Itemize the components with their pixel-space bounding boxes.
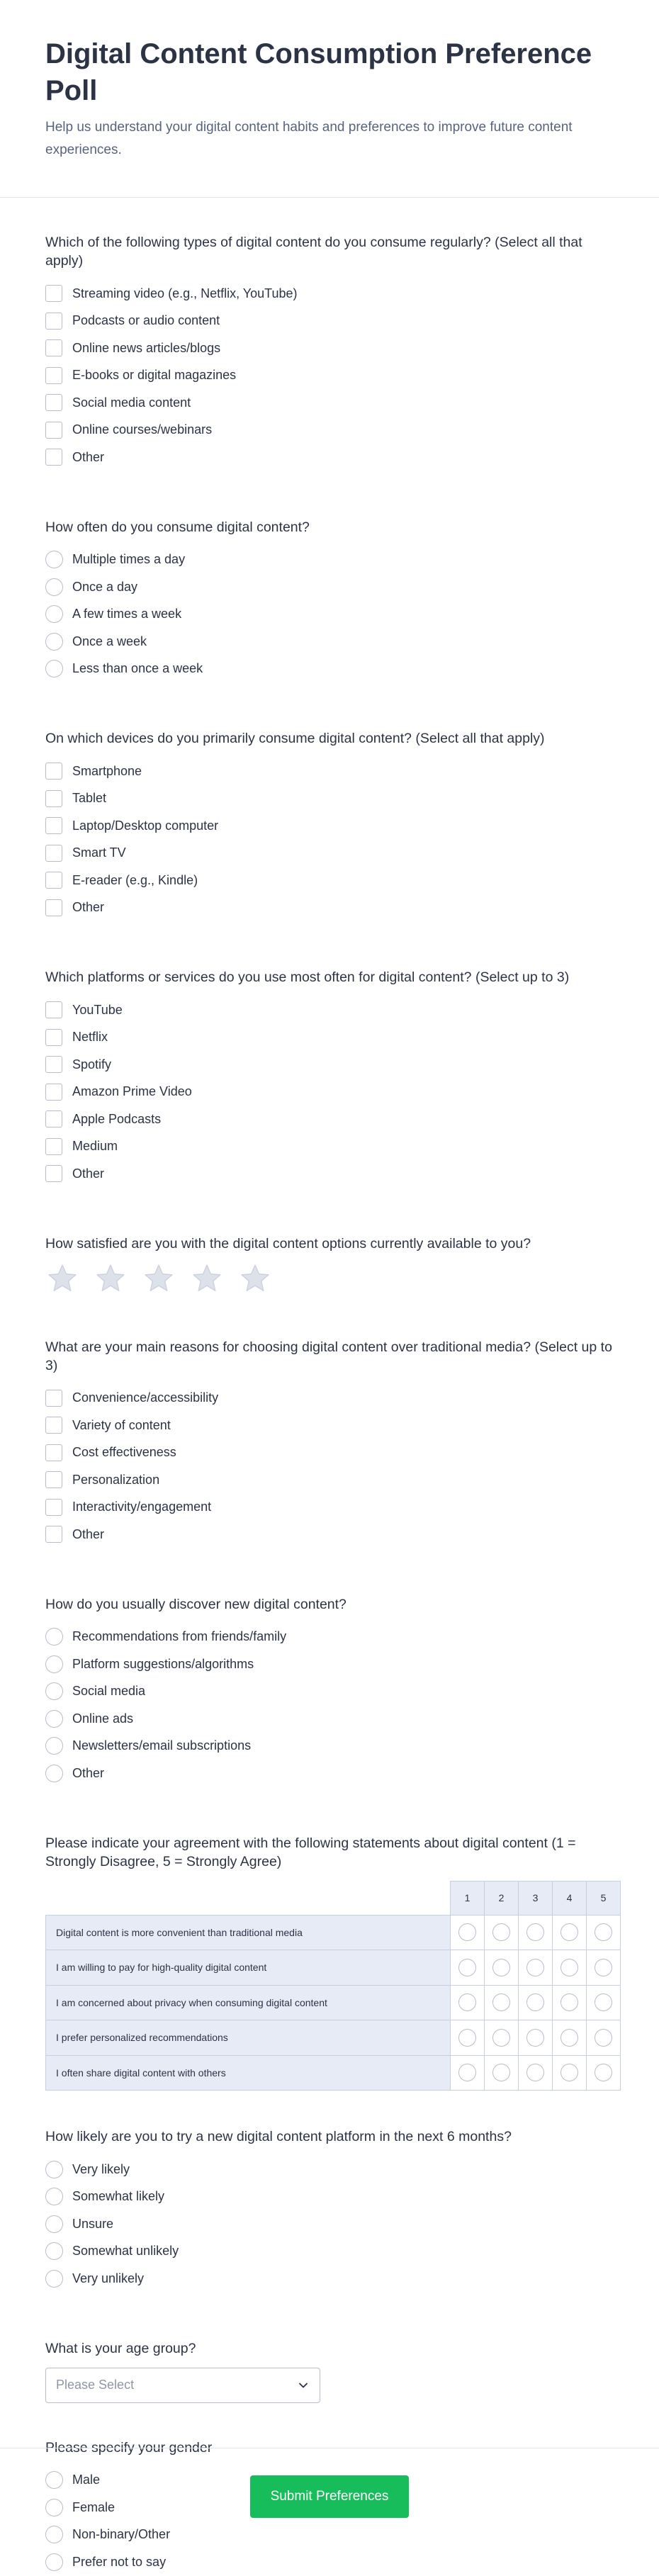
radio-button[interactable] (45, 2215, 63, 2233)
platform-option-netflix[interactable] (45, 1024, 614, 1052)
matrix-cell (553, 2055, 587, 2091)
option-label: YouTube (72, 1002, 123, 1017)
discovery-option-other[interactable] (45, 1760, 614, 1787)
checkbox[interactable] (45, 1056, 62, 1073)
likelihood-option-unsure[interactable] (45, 2210, 614, 2238)
matrix-radio-button[interactable] (595, 1959, 612, 1976)
question-label: What is your age group? (45, 2340, 196, 2356)
matrix-radio-button[interactable] (561, 1993, 578, 2011)
matrix-column-header: 5 (587, 1881, 621, 1915)
checkbox[interactable] (45, 367, 62, 384)
matrix-radio-button[interactable] (458, 1993, 476, 2011)
matrix-radio-button[interactable] (595, 2029, 612, 2047)
question-discovery (45, 1595, 614, 1787)
frequency-option-once-a-day[interactable] (45, 573, 614, 601)
question-label: How do you usually discover new digital content? (45, 1596, 347, 1612)
option-label: Unsure (72, 2216, 114, 2231)
reason-option-personalization[interactable] (45, 1466, 614, 1494)
checkbox[interactable] (45, 449, 62, 466)
radio-button[interactable] (45, 2188, 63, 2205)
option-label: Other (72, 1526, 105, 1541)
option-label: Convenience/accessibility (72, 1390, 219, 1405)
reason-option-other[interactable] (45, 1521, 614, 1548)
matrix-row (46, 2020, 621, 2056)
option-label: Once a week (72, 634, 147, 648)
checkbox[interactable] (45, 1165, 62, 1182)
option-label: E-reader (e.g., Kindle) (72, 872, 198, 887)
question-label: Which platforms or services do you use most often for digital content? (Select up to 3) (45, 969, 570, 985)
checkbox[interactable] (45, 1110, 62, 1127)
radio-button[interactable] (45, 2526, 63, 2543)
matrix-statement: I am concerned about privacy when consuming digital content (46, 1985, 451, 2020)
matrix-radio-button[interactable] (492, 1993, 510, 2011)
checkbox[interactable] (45, 1029, 62, 1046)
matrix-radio-button[interactable] (561, 2064, 578, 2081)
option-label: Smartphone (72, 763, 142, 778)
option-label: Other (72, 1166, 105, 1181)
question-frequency (45, 518, 614, 683)
radio-button[interactable] (45, 1655, 63, 1673)
option-label: Social media content (72, 395, 191, 410)
discovery-option-online-ads[interactable] (45, 1705, 614, 1733)
discovery-option-platform-suggestions-algorithms[interactable] (45, 1650, 614, 1678)
radio-button[interactable] (45, 2242, 63, 2260)
matrix-header-row (46, 1881, 621, 1915)
option-label: Platform suggestions/algorithms (72, 1656, 254, 1671)
checkbox[interactable] (45, 1444, 62, 1461)
matrix-radio-button[interactable] (526, 2029, 544, 2047)
matrix-cell (587, 1950, 621, 1986)
matrix-statement: I prefer personalized recommendations (46, 2020, 451, 2056)
frequency-option-a-few-times-a-week[interactable] (45, 601, 614, 629)
platform-option-medium[interactable] (45, 1133, 614, 1161)
device-option-e-reader-e-g-kindle[interactable] (45, 867, 614, 894)
matrix-radio-button[interactable] (595, 2064, 612, 2081)
star-icon[interactable] (240, 1263, 271, 1294)
discovery-option-newsletters-email-subscriptions[interactable] (45, 1733, 614, 1760)
option-label: Tablet (72, 791, 107, 806)
checkbox[interactable] (45, 1084, 62, 1101)
option-label: Personalization (72, 1472, 160, 1487)
matrix-statement: Digital content is more convenient than traditional media (46, 1915, 451, 1950)
matrix-column-header: 1 (451, 1881, 485, 1915)
reason-option-convenience-accessibility[interactable] (45, 1385, 614, 1412)
radio-button[interactable] (45, 578, 63, 596)
option-label: Very likely (72, 2161, 130, 2176)
option-label: Prefer not to say (72, 2554, 167, 2569)
frequency-option-less-than-once-a-week[interactable] (45, 656, 614, 683)
matrix-cell (519, 1950, 553, 1986)
radio-button[interactable] (45, 1765, 63, 1782)
option-label: Smart TV (72, 845, 126, 860)
checkbox[interactable] (45, 1471, 62, 1488)
matrix-cell (451, 2055, 485, 2091)
radio-button[interactable] (45, 1737, 63, 1755)
checkbox[interactable] (45, 422, 62, 439)
checkbox[interactable] (45, 1001, 62, 1018)
matrix-cell (451, 1915, 485, 1950)
option-label: Streaming video (e.g., Netflix, YouTube) (72, 286, 298, 300)
option-label: Recommendations from friends/family (72, 1629, 287, 1644)
matrix-row (46, 2055, 621, 2091)
option-label: Apple Podcasts (72, 1111, 162, 1126)
matrix-cell (553, 2020, 587, 2056)
matrix-statement: I am willing to pay for high-quality digital content (46, 1950, 451, 1986)
option-label: Once a day (72, 579, 138, 594)
option-label: Podcasts or audio content (72, 313, 220, 328)
frequency-option-multiple-times-a-day[interactable] (45, 546, 614, 574)
likelihood-option-very-likely[interactable] (45, 2156, 614, 2183)
radio-button[interactable] (45, 2553, 63, 2571)
checkbox[interactable] (45, 285, 62, 302)
likelihood-option-very-unlikely[interactable] (45, 2265, 614, 2293)
matrix-statement: I often share digital content with others (46, 2055, 451, 2091)
question-label: How satisfied are you with the digital content options currently available to you? (45, 1235, 531, 1252)
matrix-radio-button[interactable] (526, 2064, 544, 2081)
question-label: Which of the following types of digital content do you consume regularly? (Select all that apply) (45, 235, 582, 269)
matrix-cell (519, 1985, 553, 2020)
matrix-cell (587, 2020, 621, 2056)
matrix-row (46, 1950, 621, 1986)
matrix-corner (46, 1881, 451, 1915)
question-label: How often do you consume digital content? (45, 519, 310, 535)
matrix-radio-button[interactable] (561, 1923, 578, 1941)
question-label: How likely are you to try a new digital content platform in the next 6 months? (45, 2129, 512, 2144)
matrix-radio-button[interactable] (492, 1959, 510, 1976)
checkbox[interactable] (45, 763, 62, 780)
checkbox[interactable] (45, 1138, 62, 1155)
option-label: Amazon Prime Video (72, 1084, 192, 1099)
discovery-option-social-media[interactable] (45, 1678, 614, 1706)
agreement-matrix (45, 1881, 621, 2091)
option-label: Social media (72, 1684, 146, 1699)
option-label: Very unlikely (72, 2271, 145, 2285)
matrix-radio-button[interactable] (458, 1923, 476, 1941)
platform-option-spotify[interactable] (45, 1051, 614, 1079)
likelihood-option-somewhat-unlikely[interactable] (45, 2238, 614, 2266)
matrix-cell (485, 1915, 519, 1950)
matrix-cell (485, 1950, 519, 1986)
form-header (0, 0, 659, 198)
matrix-radio-button[interactable] (595, 1923, 612, 1941)
content-type-option-other[interactable] (45, 444, 614, 471)
radio-button[interactable] (45, 660, 63, 677)
radio-button[interactable] (45, 2161, 63, 2178)
matrix-radio-button[interactable] (458, 2029, 476, 2047)
checkbox[interactable] (45, 845, 62, 862)
radio-button[interactable] (45, 605, 63, 623)
radio-button[interactable] (45, 1710, 63, 1728)
checkbox[interactable] (45, 313, 62, 330)
matrix-cell (451, 2020, 485, 2056)
checkbox[interactable] (45, 1526, 62, 1543)
question-content-types (45, 233, 614, 471)
gender-option-non-binary-other[interactable] (45, 2521, 614, 2549)
matrix-radio-button[interactable] (492, 2029, 510, 2047)
question-satisfaction (45, 1234, 614, 1294)
question-label: On which devices do you primarily consume digital content? (Select all that apply) (45, 731, 545, 746)
matrix-cell (451, 1950, 485, 1986)
content-type-option-online-courses-webinars[interactable] (45, 417, 614, 444)
age-group-select[interactable] (45, 2368, 320, 2403)
question-likelihood (45, 2127, 614, 2293)
option-label: Online ads (72, 1711, 134, 1726)
checkbox[interactable] (45, 899, 62, 916)
device-option-smartphone[interactable] (45, 758, 614, 785)
reason-option-variety-of-content[interactable] (45, 1412, 614, 1439)
option-label: Other (72, 1765, 105, 1780)
matrix-cell (553, 1950, 587, 1986)
reason-option-cost-effectiveness[interactable] (45, 1439, 614, 1467)
content-type-option-streaming-video-e-g-netflix-youtube[interactable] (45, 280, 614, 308)
matrix-cell (553, 1915, 587, 1950)
page-title: Digital Content Consumption Preference Poll (45, 38, 592, 106)
matrix-cell (451, 1985, 485, 2020)
checkbox[interactable] (45, 1499, 62, 1516)
question-age (45, 2339, 614, 2403)
checkbox[interactable] (45, 790, 62, 807)
checkbox[interactable] (45, 339, 62, 356)
content-type-option-e-books-or-digital-magazines[interactable] (45, 362, 614, 390)
option-label: Other (72, 900, 105, 915)
matrix-radio-button[interactable] (526, 1993, 544, 2011)
matrix-cell (485, 2020, 519, 2056)
device-option-smart-tv[interactable] (45, 840, 614, 867)
platform-option-youtube[interactable] (45, 996, 614, 1024)
matrix-radio-button[interactable] (458, 1959, 476, 1976)
question-label: Please specify your gender (45, 2439, 213, 2456)
option-label: Somewhat likely (72, 2189, 165, 2204)
question-agreement (45, 1834, 614, 2091)
matrix-cell (519, 1915, 553, 1950)
chevron-down-icon (298, 2380, 308, 2390)
matrix-column-header: 2 (485, 1881, 519, 1915)
option-label: Multiple times a day (72, 552, 186, 567)
matrix-radio-button[interactable] (492, 1923, 510, 1941)
option-label: Variety of content (72, 1417, 171, 1432)
page-subtitle: Help us understand your digital content habits and preferences to improve future content experiences. (45, 120, 573, 157)
checkbox[interactable] (45, 1390, 62, 1407)
checkbox[interactable] (45, 872, 62, 889)
option-label: Medium (72, 1139, 118, 1154)
question-label: What are your main reasons for choosing digital content over traditional media? (Select up to 3) (45, 1339, 612, 1373)
matrix-cell (587, 1985, 621, 2020)
matrix-column-header: 3 (519, 1881, 553, 1915)
star-icon[interactable] (95, 1263, 126, 1294)
star-icon[interactable] (191, 1263, 223, 1294)
device-option-laptop-desktop-computer[interactable] (45, 812, 614, 840)
matrix-row (46, 1915, 621, 1950)
option-label: Non-binary/Other (72, 2527, 171, 2542)
matrix-radio-button[interactable] (526, 1923, 544, 1941)
matrix-radio-button[interactable] (561, 1959, 578, 1976)
discovery-option-recommendations-from-friends-family[interactable] (45, 1624, 614, 1651)
option-label: Somewhat unlikely (72, 2244, 179, 2259)
star-rating (45, 1263, 614, 1294)
checkbox[interactable] (45, 817, 62, 834)
content-type-option-online-news-articles-blogs[interactable] (45, 334, 614, 362)
content-type-option-podcasts-or-audio-content[interactable] (45, 308, 614, 335)
option-label: Online courses/webinars (72, 422, 213, 437)
question-platforms (45, 968, 614, 1188)
question-label: Please indicate your agreement with the following statements about digital content (1 = Strongly Disagree, 5 = Strongly Agree) (45, 1835, 576, 1869)
matrix-radio-button[interactable] (492, 2064, 510, 2081)
matrix-row (46, 1985, 621, 2020)
matrix-cell (519, 2020, 553, 2056)
option-label: Cost effectiveness (72, 1445, 176, 1460)
frequency-option-once-a-week[interactable] (45, 628, 614, 656)
matrix-cell (519, 2055, 553, 2091)
platform-option-amazon-prime-video[interactable] (45, 1079, 614, 1106)
content-type-option-social-media-content[interactable] (45, 389, 614, 417)
form-footer (0, 2448, 659, 2518)
question-devices (45, 729, 614, 921)
option-label: Online news articles/blogs (72, 340, 221, 355)
submit-button[interactable]: Submit Preferences (250, 2475, 409, 2518)
option-label: Netflix (72, 1030, 108, 1045)
option-label: Spotify (72, 1057, 112, 1072)
device-option-tablet[interactable] (45, 785, 614, 813)
platform-option-other[interactable] (45, 1160, 614, 1188)
matrix-cell (485, 1985, 519, 2020)
option-label: Laptop/Desktop computer (72, 818, 219, 833)
matrix-cell (587, 1915, 621, 1950)
star-icon[interactable] (143, 1263, 174, 1294)
device-option-other[interactable] (45, 894, 614, 922)
select-placeholder: Please Select (56, 2378, 135, 2392)
radio-button[interactable] (45, 633, 63, 651)
checkbox[interactable] (45, 1417, 62, 1434)
option-label: Female (72, 2499, 116, 2514)
matrix-radio-button[interactable] (595, 1993, 612, 2011)
form-content (0, 198, 659, 2576)
matrix-cell (485, 2055, 519, 2091)
option-label: E-books or digital magazines (72, 368, 237, 383)
option-label: Other (72, 449, 105, 464)
radio-button[interactable] (45, 2270, 63, 2288)
matrix-radio-button[interactable] (561, 2029, 578, 2047)
option-label: A few times a week (72, 607, 182, 621)
question-reasons (45, 1338, 614, 1548)
platform-option-apple-podcasts[interactable] (45, 1106, 614, 1133)
radio-button[interactable] (45, 551, 63, 568)
radio-button[interactable] (45, 1682, 63, 1700)
star-icon[interactable] (47, 1263, 78, 1294)
matrix-radio-button[interactable] (526, 1959, 544, 1976)
option-label: Interactivity/engagement (72, 1500, 212, 1514)
matrix-column-header: 4 (553, 1881, 587, 1915)
checkbox[interactable] (45, 394, 62, 411)
option-label: Less than once a week (72, 661, 203, 676)
radio-button[interactable] (45, 1628, 63, 1646)
option-label: Newsletters/email subscriptions (72, 1738, 252, 1753)
matrix-cell (587, 2055, 621, 2091)
matrix-radio-button[interactable] (458, 2064, 476, 2081)
gender-option-prefer-not-to-say[interactable] (45, 2548, 614, 2576)
matrix-cell (553, 1985, 587, 2020)
reason-option-interactivity-engagement[interactable] (45, 1494, 614, 1522)
likelihood-option-somewhat-likely[interactable] (45, 2183, 614, 2211)
option-label: Male (72, 2473, 101, 2487)
